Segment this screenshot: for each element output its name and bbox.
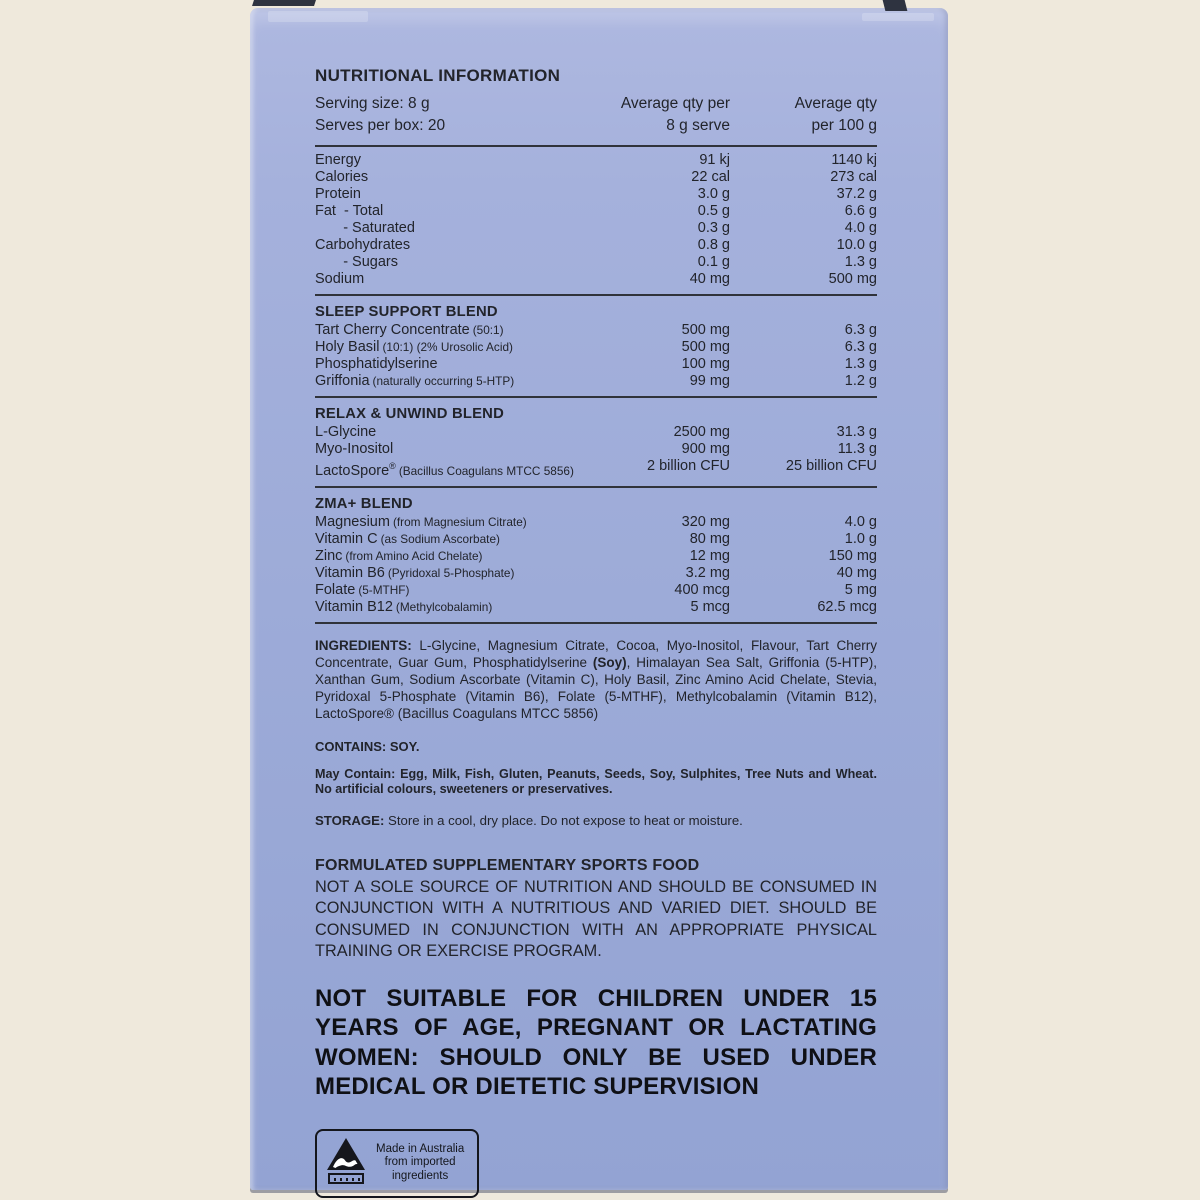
nutrition-label <box>315 66 877 1198</box>
row-qty-serve: 0.5 g <box>697 203 730 219</box>
row-label: Myo-Inositol <box>315 441 394 457</box>
row-qty-serve: 80 mg <box>689 530 730 547</box>
row-label: Calories <box>315 169 369 185</box>
row-label: Griffonia (naturally occurring 5-HTP) <box>315 373 515 389</box>
row-qty-100: 62.5 mcg <box>817 598 877 615</box>
row-qty-serve: 3.0 g <box>697 186 730 202</box>
australian-made-kangaroo-icon <box>326 1137 366 1190</box>
serving-size: Serving size: 8 g <box>315 95 430 112</box>
table-row <box>315 531 877 548</box>
sports-food-header: FORMULATED SUPPLEMENTARY SPORTS FOOD <box>315 856 700 874</box>
table-row <box>315 441 877 458</box>
table-row <box>315 582 877 599</box>
row-qty-serve: 0.1 g <box>697 254 730 270</box>
row-label: LactoSpore® (Bacillus Coagulans MTCC 5856) <box>315 461 574 479</box>
row-qty-100: 37.2 g <box>836 186 877 202</box>
row-label: L-Glycine <box>315 424 377 440</box>
row-label: Tart Cherry Concentrate (50:1) <box>315 322 504 338</box>
section-header-relax-blend: RELAX & UNWIND BLEND <box>315 406 504 422</box>
row-qty-100: 11.3 g <box>837 441 877 457</box>
panel-title: NUTRITIONAL INFORMATION <box>315 66 561 85</box>
table-row <box>315 186 877 203</box>
box-flap-edge-right <box>883 0 908 11</box>
row-qty-100: 1.0 g <box>844 530 877 547</box>
table-row <box>315 356 877 373</box>
table-row <box>315 373 877 390</box>
table-row <box>315 458 877 480</box>
row-qty-serve: 400 mcg <box>674 581 730 598</box>
table-row <box>315 339 877 356</box>
row-qty-serve: 99 mg <box>689 373 730 389</box>
row-label: Vitamin B12 (Methylcobalamin) <box>315 598 493 615</box>
divider <box>315 622 877 624</box>
row-label: Zinc (from Amino Acid Chelate) <box>315 547 483 564</box>
sports-food-body: NOT A SOLE SOURCE OF NUTRITION AND SHOULD BE CONSUMED IN CONJUNCTION WITH A NUTRITIOUS AND VARIED DIET. SHOULD BE CONSUMED IN CONJUNCTION WITH AN APPROPRIATE PHYSICAL TRAINING OR EXERCISE PROGRAM. <box>315 877 877 961</box>
box-tape-strip-left <box>268 11 368 22</box>
row-qty-serve: 12 mg <box>689 547 730 564</box>
row-qty-serve: 5 mcg <box>690 598 730 615</box>
table-row <box>315 169 877 186</box>
row-qty-100: 31.3 g <box>836 424 877 440</box>
serves-per-box: Serves per box: 20 <box>315 116 446 134</box>
column-header-per-100g: Average qty per 100 g <box>794 95 877 134</box>
sports-food-section <box>315 857 877 963</box>
contains-statement: CONTAINS: SOY. <box>315 738 420 754</box>
row-qty-serve: 40 mg <box>689 271 730 287</box>
table-row <box>315 220 877 237</box>
row-qty-serve: 500 mg <box>681 322 730 338</box>
row-qty-serve: 100 mg <box>681 356 730 372</box>
row-label: Sodium <box>315 271 365 287</box>
row-label: Phosphatidylserine <box>315 356 438 372</box>
row-qty-100: 1.3 g <box>844 356 877 372</box>
column-header-per-serve: Average qty per 8 g serve <box>620 95 730 134</box>
serving-header <box>315 93 877 136</box>
row-qty-serve: 2500 mg <box>673 424 730 440</box>
section-header-sleep-blend: SLEEP SUPPORT BLEND <box>315 304 498 320</box>
row-label: Magnesium (from Magnesium Citrate) <box>315 513 527 530</box>
table-row <box>315 599 877 616</box>
row-qty-100: 1140 kj <box>831 152 877 168</box>
table-row <box>315 424 877 441</box>
table-row <box>315 514 877 531</box>
serving-info <box>315 93 602 136</box>
row-label: Energy <box>315 152 361 168</box>
age-warning-statement: NOT SUITABLE FOR CHILDREN UNDER 15 YEARS OF AGE, PREGNANT OR LACTATING WOMEN: SHOULD ONLY BE USED UNDER MEDICAL OR DIETETIC SUPERVISION <box>315 984 877 1101</box>
box-tape-strip-right <box>862 13 934 21</box>
relax-blend-table <box>315 424 877 486</box>
ingredients-paragraph: INGREDIENTS: L-Glycine, Magnesium Citrate, Cocoa, Myo-Inositol, Flavour, Tart Cherry Concentrate, Guar Gum, Phosphatidylserine (Soy), Himalayan Sea Salt, Griffonia (5-HTP), Xanthan Gum, Sodium Ascorbate (Vitamin C), Holy Basil, Zinc Amino Acid Chelate, Stevia, Pyridoxal 5-Phosphate (Vitamin B6), Folate (5-MTHF), Methylcobalamin (Vitamin B12), LactoSpore® (Bacillus Coagulans MTCC 5856) <box>315 637 877 721</box>
may-contain-statement: May Contain: Egg, Milk, Fish, Gluten, Peanuts, Seeds, Soy, Sulphites, Tree Nuts and Wheat. No artificial colours, sweeteners or preservatives. <box>315 766 877 797</box>
table-row <box>315 271 877 288</box>
section-header-zma-blend: ZMA+ BLEND <box>315 495 413 512</box>
row-label: - Saturated <box>315 220 415 236</box>
table-row <box>315 254 877 271</box>
row-qty-100: 10.0 g <box>836 237 877 253</box>
table-row <box>315 548 877 565</box>
row-qty-serve: 500 mg <box>681 339 730 355</box>
row-qty-100: 5 mg <box>844 581 877 598</box>
row-qty-100: 6.3 g <box>844 339 877 355</box>
row-qty-serve: 22 cal <box>691 169 730 185</box>
row-label: Carbohydrates <box>315 237 411 253</box>
row-qty-100: 1.3 g <box>844 254 877 270</box>
row-qty-100: 25 billion CFU <box>785 458 877 474</box>
row-label: Folate (5-MTHF) <box>315 581 410 598</box>
row-label: Vitamin C (as Sodium Ascorbate) <box>315 530 500 547</box>
row-qty-serve: 0.8 g <box>697 237 730 253</box>
table-row <box>315 322 877 339</box>
row-qty-serve: 91 kj <box>699 152 730 168</box>
row-qty-100: 4.0 g <box>844 220 877 236</box>
sleep-blend-table <box>315 322 877 396</box>
row-qty-serve: 320 mg <box>681 513 730 530</box>
row-qty-100: 273 cal <box>830 169 877 185</box>
zma-blend-table <box>315 514 877 622</box>
table-row <box>315 237 877 254</box>
table-row <box>315 152 877 169</box>
row-qty-100: 6.6 g <box>844 203 877 219</box>
row-qty-serve: 2 billion CFU <box>647 458 730 474</box>
row-label: Protein <box>315 186 361 202</box>
made-in-australia-text: Made in Australia from imported ingredients <box>376 1142 465 1183</box>
row-qty-100: 6.3 g <box>844 322 877 338</box>
row-qty-100: 150 mg <box>828 547 877 564</box>
row-qty-serve: 0.3 g <box>697 220 730 236</box>
row-label: Fat - Total <box>315 203 384 219</box>
row-qty-100: 1.2 g <box>844 373 877 389</box>
storage-statement: STORAGE: Store in a cool, dry place. Do not expose to heat or moisture. <box>315 812 743 828</box>
row-qty-serve: 3.2 mg <box>685 564 730 581</box>
row-qty-100: 40 mg <box>836 564 877 581</box>
box-flap-edge-left <box>252 0 316 6</box>
nutrition-table <box>315 147 877 294</box>
row-qty-100: 500 mg <box>828 271 877 287</box>
made-in-australia-badge <box>315 1129 479 1198</box>
row-qty-100: 4.0 g <box>844 513 877 530</box>
row-label: - Sugars <box>315 254 398 270</box>
table-row <box>315 565 877 582</box>
row-qty-serve: 900 mg <box>681 441 730 457</box>
row-label: Vitamin B6 (Pyridoxal 5-Phosphate) <box>315 564 515 581</box>
row-label: Holy Basil (10:1) (2% Urosolic Acid) <box>315 339 513 355</box>
table-row <box>315 203 877 220</box>
